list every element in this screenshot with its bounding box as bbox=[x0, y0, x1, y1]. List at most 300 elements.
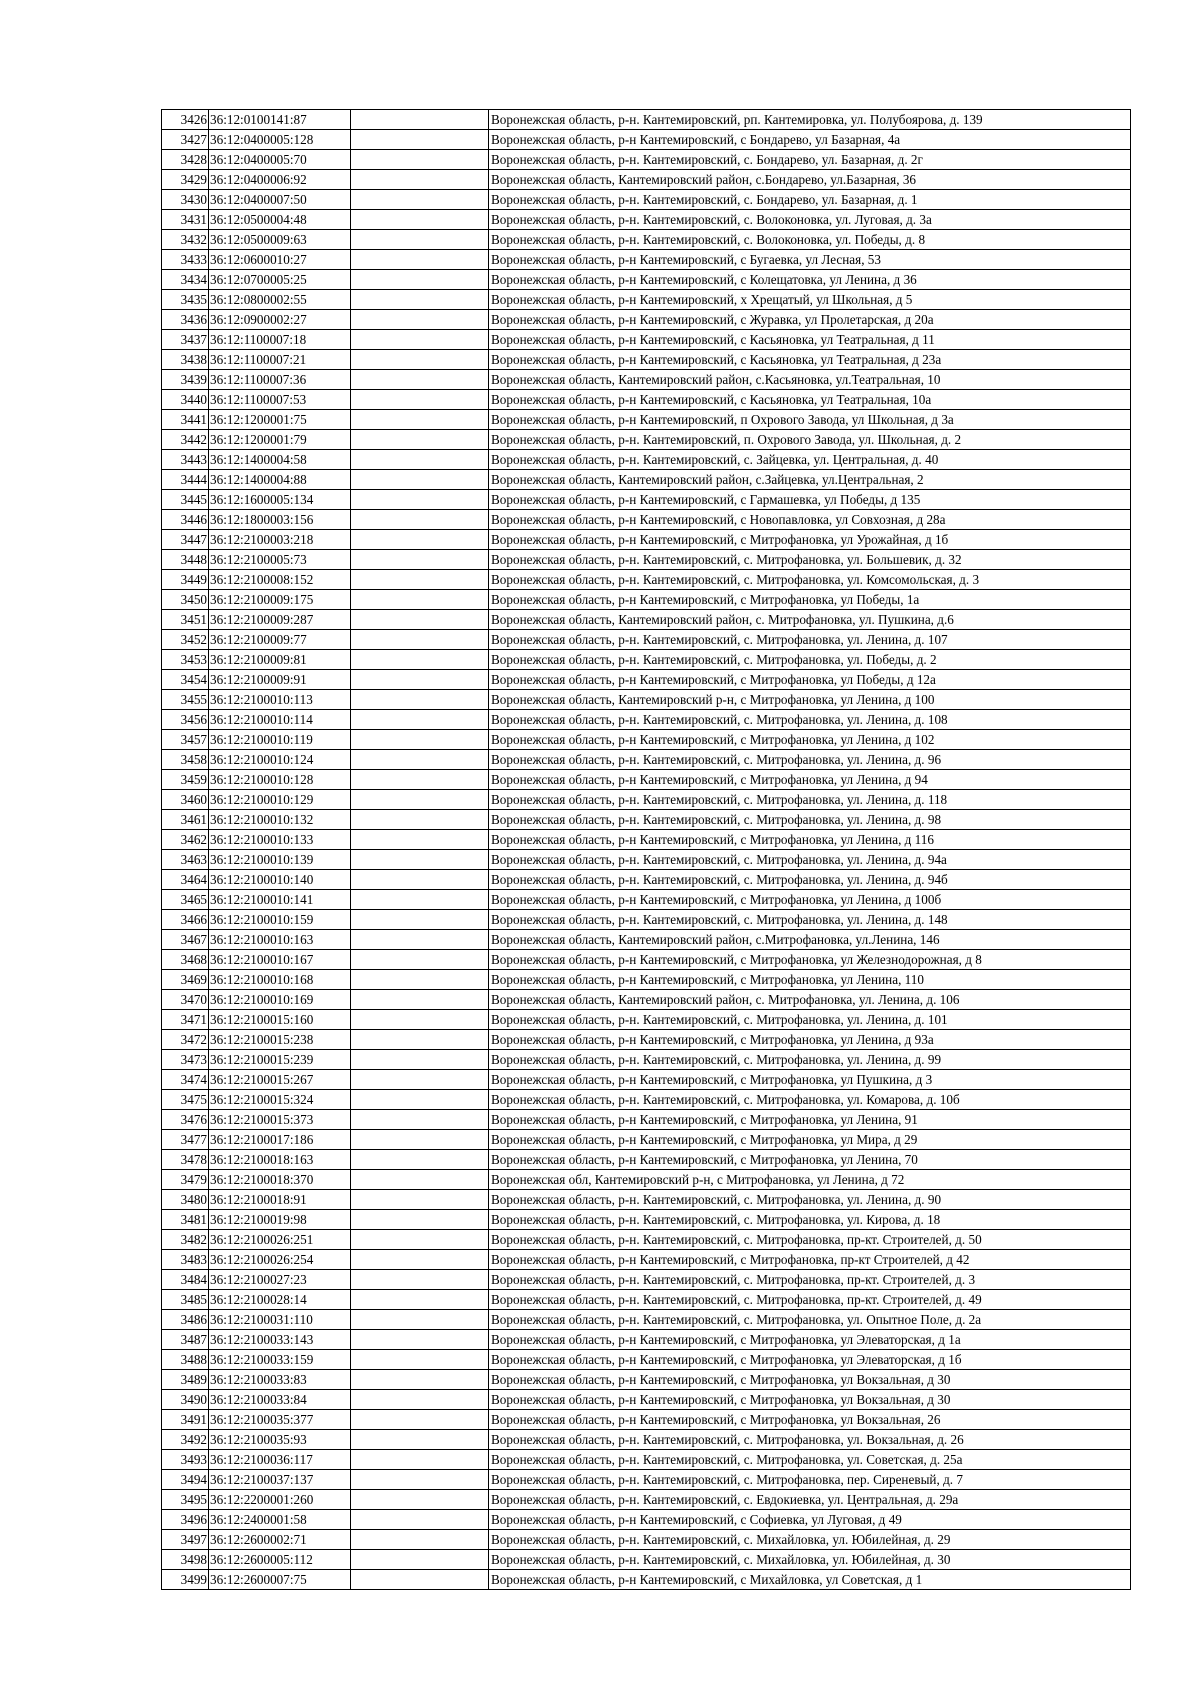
empty-cell bbox=[351, 890, 489, 910]
empty-cell bbox=[351, 450, 489, 470]
row-number-cell: 3439 bbox=[162, 370, 209, 390]
row-number-cell: 3470 bbox=[162, 990, 209, 1010]
address-cell: Воронежская область, р-н Кантемировский, с Касьяновка, ул Театральная, д 11 bbox=[489, 330, 1131, 350]
table-row bbox=[162, 1510, 1131, 1530]
empty-cell bbox=[351, 730, 489, 750]
empty-cell bbox=[351, 810, 489, 830]
table-row bbox=[162, 590, 1131, 610]
empty-cell bbox=[351, 910, 489, 930]
cadastral-number-cell: 36:12:2600007:75 bbox=[209, 1570, 351, 1590]
empty-cell bbox=[351, 250, 489, 270]
cadastral-number-cell: 36:12:1100007:53 bbox=[209, 390, 351, 410]
row-number-cell: 3468 bbox=[162, 950, 209, 970]
cadastral-number-cell: 36:12:2600005:112 bbox=[209, 1550, 351, 1570]
cadastral-number-cell: 36:12:2100028:14 bbox=[209, 1290, 351, 1310]
row-number-cell: 3430 bbox=[162, 190, 209, 210]
table-row bbox=[162, 1250, 1131, 1270]
cadastral-number-cell: 36:12:2100008:152 bbox=[209, 570, 351, 590]
row-number-cell: 3426 bbox=[162, 110, 209, 130]
empty-cell bbox=[351, 1550, 489, 1570]
address-cell: Воронежская область, р-н Кантемировский, с Митрофановка, ул Ленина, д 102 bbox=[489, 730, 1131, 750]
cadastral-number-cell: 36:12:2100031:110 bbox=[209, 1310, 351, 1330]
table-row bbox=[162, 370, 1131, 390]
address-cell: Воронежская область, р-н. Кантемировский, с. Бондарево, ул. Базарная, д. 2г bbox=[489, 150, 1131, 170]
table-row bbox=[162, 470, 1131, 490]
row-number-cell: 3433 bbox=[162, 250, 209, 270]
cadastral-number-cell: 36:12:2100009:81 bbox=[209, 650, 351, 670]
address-cell: Воронежская область, р-н Кантемировский, с Митрофановка, ул Пушкина, д 3 bbox=[489, 1070, 1131, 1090]
empty-cell bbox=[351, 390, 489, 410]
table-row bbox=[162, 210, 1131, 230]
empty-cell bbox=[351, 630, 489, 650]
empty-cell bbox=[351, 350, 489, 370]
empty-cell bbox=[351, 170, 489, 190]
cadastral-number-cell: 36:12:2100010:128 bbox=[209, 770, 351, 790]
cadastral-number-cell: 36:12:2100015:373 bbox=[209, 1110, 351, 1130]
cadastral-number-cell: 36:12:2100010:159 bbox=[209, 910, 351, 930]
table-row bbox=[162, 410, 1131, 430]
table-row bbox=[162, 850, 1131, 870]
address-cell: Воронежская область, р-н Кантемировский, с Митрофановка, пр-кт Строителей, д 42 bbox=[489, 1250, 1131, 1270]
row-number-cell: 3499 bbox=[162, 1570, 209, 1590]
table-row bbox=[162, 610, 1131, 630]
row-number-cell: 3466 bbox=[162, 910, 209, 930]
empty-cell bbox=[351, 970, 489, 990]
table-row bbox=[162, 1330, 1131, 1350]
cadastral-number-cell: 36:12:2100015:239 bbox=[209, 1050, 351, 1070]
row-number-cell: 3498 bbox=[162, 1550, 209, 1570]
row-number-cell: 3474 bbox=[162, 1070, 209, 1090]
address-cell: Воронежская область, Кантемировский район, с.Касьяновка, ул.Театральная, 10 bbox=[489, 370, 1131, 390]
table-row bbox=[162, 1090, 1131, 1110]
row-number-cell: 3476 bbox=[162, 1110, 209, 1130]
address-cell: Воронежская область, р-н. Кантемировский, с. Волоконовка, ул. Луговая, д. 3а bbox=[489, 210, 1131, 230]
address-cell: Воронежская область, р-н Кантемировский, с Гармашевка, ул Победы, д 135 bbox=[489, 490, 1131, 510]
address-cell: Воронежская область, р-н Кантемировский, с Митрофановка, ул Ленина, 110 bbox=[489, 970, 1131, 990]
row-number-cell: 3489 bbox=[162, 1370, 209, 1390]
address-cell: Воронежская область, р-н Кантемировский, с Митрофановка, ул Ленина, д 93а bbox=[489, 1030, 1131, 1050]
row-number-cell: 3483 bbox=[162, 1250, 209, 1270]
cadastral-number-cell: 36:12:0700005:25 bbox=[209, 270, 351, 290]
address-cell: Воронежская область, р-н Кантемировский, с Митрофановка, ул Ленина, д 100б bbox=[489, 890, 1131, 910]
cadastral-number-cell: 36:12:0900002:27 bbox=[209, 310, 351, 330]
address-cell: Воронежская область, р-н. Кантемировский, с. Митрофановка, ул. Победы, д. 2 bbox=[489, 650, 1131, 670]
row-number-cell: 3493 bbox=[162, 1450, 209, 1470]
cadastral-number-cell: 36:12:0400007:50 bbox=[209, 190, 351, 210]
table-row bbox=[162, 350, 1131, 370]
address-cell: Воронежская область, р-н. Кантемировский, с. Митрофановка, ул. Ленина, д. 101 bbox=[489, 1010, 1131, 1030]
row-number-cell: 3442 bbox=[162, 430, 209, 450]
table-row bbox=[162, 490, 1131, 510]
cadastral-number-cell: 36:12:0500004:48 bbox=[209, 210, 351, 230]
cadastral-number-cell: 36:12:2100035:93 bbox=[209, 1430, 351, 1450]
empty-cell bbox=[351, 150, 489, 170]
table-row bbox=[162, 1230, 1131, 1250]
cadastral-number-cell: 36:12:2100019:98 bbox=[209, 1210, 351, 1230]
empty-cell bbox=[351, 690, 489, 710]
table-row bbox=[162, 1210, 1131, 1230]
row-number-cell: 3487 bbox=[162, 1330, 209, 1350]
address-cell: Воронежская область, р-н Кантемировский, с Софиевка, ул Луговая, д 49 bbox=[489, 1510, 1131, 1530]
registry-table bbox=[161, 109, 1131, 1590]
empty-cell bbox=[351, 1090, 489, 1110]
empty-cell bbox=[351, 1450, 489, 1470]
address-cell: Воронежская область, р-н. Кантемировский, с. Зайцевка, ул. Центральная, д. 40 bbox=[489, 450, 1131, 470]
cadastral-number-cell: 36:12:1100007:21 bbox=[209, 350, 351, 370]
table-row bbox=[162, 510, 1131, 530]
empty-cell bbox=[351, 1250, 489, 1270]
table-row bbox=[162, 630, 1131, 650]
table-row bbox=[162, 770, 1131, 790]
row-number-cell: 3431 bbox=[162, 210, 209, 230]
row-number-cell: 3457 bbox=[162, 730, 209, 750]
table-row bbox=[162, 230, 1131, 250]
cadastral-number-cell: 36:12:2100018:163 bbox=[209, 1150, 351, 1170]
empty-cell bbox=[351, 930, 489, 950]
address-cell: Воронежская область, Кантемировский район, с. Митрофановка, ул. Ленина, д. 106 bbox=[489, 990, 1131, 1010]
table-row bbox=[162, 1070, 1131, 1090]
empty-cell bbox=[351, 1130, 489, 1150]
table-row bbox=[162, 1310, 1131, 1330]
table-row bbox=[162, 1050, 1131, 1070]
empty-cell bbox=[351, 550, 489, 570]
row-number-cell: 3446 bbox=[162, 510, 209, 530]
address-cell: Воронежская область, Кантемировский район, с.Зайцевка, ул.Центральная, 2 bbox=[489, 470, 1131, 490]
address-cell: Воронежская область, р-н Кантемировский, х Хрещатый, ул Школьная, д 5 bbox=[489, 290, 1131, 310]
address-cell: Воронежская область, р-н Кантемировский, с Митрофановка, ул Вокзальная, 26 bbox=[489, 1410, 1131, 1430]
table-row bbox=[162, 1410, 1131, 1430]
empty-cell bbox=[351, 1350, 489, 1370]
cadastral-number-cell: 36:12:2100027:23 bbox=[209, 1270, 351, 1290]
table-row bbox=[162, 870, 1131, 890]
address-cell: Воронежская обл, Кантемировский р-н, с Митрофановка, ул Ленина, д 72 bbox=[489, 1170, 1131, 1190]
cadastral-number-cell: 36:12:0800002:55 bbox=[209, 290, 351, 310]
address-cell: Воронежская область, р-н. Кантемировский, с. Митрофановка, ул. Ленина, д. 94а bbox=[489, 850, 1131, 870]
cadastral-number-cell: 36:12:2100033:143 bbox=[209, 1330, 351, 1350]
row-number-cell: 3460 bbox=[162, 790, 209, 810]
table-row bbox=[162, 1130, 1131, 1150]
row-number-cell: 3450 bbox=[162, 590, 209, 610]
table-row bbox=[162, 310, 1131, 330]
cadastral-number-cell: 36:12:0100141:87 bbox=[209, 110, 351, 130]
cadastral-number-cell: 36:12:2100010:141 bbox=[209, 890, 351, 910]
address-cell: Воронежская область, р-н. Кантемировский, с. Митрофановка, пер. Сиреневый, д. 7 bbox=[489, 1470, 1131, 1490]
row-number-cell: 3475 bbox=[162, 1090, 209, 1110]
row-number-cell: 3428 bbox=[162, 150, 209, 170]
table-row bbox=[162, 170, 1131, 190]
table-row bbox=[162, 1490, 1131, 1510]
row-number-cell: 3449 bbox=[162, 570, 209, 590]
row-number-cell: 3492 bbox=[162, 1430, 209, 1450]
empty-cell bbox=[351, 1050, 489, 1070]
empty-cell bbox=[351, 750, 489, 770]
empty-cell bbox=[351, 670, 489, 690]
empty-cell bbox=[351, 270, 489, 290]
table-row bbox=[162, 1110, 1131, 1130]
row-number-cell: 3488 bbox=[162, 1350, 209, 1370]
row-number-cell: 3486 bbox=[162, 1310, 209, 1330]
address-cell: Воронежская область, р-н. Кантемировский, с. Митрофановка, ул. Ленина, д. 94б bbox=[489, 870, 1131, 890]
row-number-cell: 3461 bbox=[162, 810, 209, 830]
address-cell: Воронежская область, р-н. Кантемировский, с. Митрофановка, ул. Комарова, д. 10б bbox=[489, 1090, 1131, 1110]
cadastral-number-cell: 36:12:1600005:134 bbox=[209, 490, 351, 510]
row-number-cell: 3485 bbox=[162, 1290, 209, 1310]
table-row bbox=[162, 1190, 1131, 1210]
cadastral-number-cell: 36:12:2100005:73 bbox=[209, 550, 351, 570]
empty-cell bbox=[351, 950, 489, 970]
table-row bbox=[162, 710, 1131, 730]
table-row bbox=[162, 1370, 1131, 1390]
cadastral-number-cell: 36:12:0400006:92 bbox=[209, 170, 351, 190]
address-cell: Воронежская область, Кантемировский район, с. Митрофановка, ул. Пушкина, д.6 bbox=[489, 610, 1131, 630]
cadastral-number-cell: 36:12:1400004:88 bbox=[209, 470, 351, 490]
cadastral-number-cell: 36:12:2100036:117 bbox=[209, 1450, 351, 1470]
cadastral-number-cell: 36:12:2100010:169 bbox=[209, 990, 351, 1010]
address-cell: Воронежская область, р-н. Кантемировский, с. Евдокиевка, ул. Центральная, д. 29а bbox=[489, 1490, 1131, 1510]
empty-cell bbox=[351, 1570, 489, 1590]
address-cell: Воронежская область, р-н. Кантемировский, с. Митрофановка, ул. Опытное Поле, д. 2а bbox=[489, 1310, 1131, 1330]
address-cell: Воронежская область, р-н Кантемировский, с Бугаевка, ул Лесная, 53 bbox=[489, 250, 1131, 270]
address-cell: Воронежская область, р-н Кантемировский, с Митрофановка, ул Мира, д 29 bbox=[489, 1130, 1131, 1150]
row-number-cell: 3454 bbox=[162, 670, 209, 690]
cadastral-number-cell: 36:12:1100007:36 bbox=[209, 370, 351, 390]
row-number-cell: 3432 bbox=[162, 230, 209, 250]
cadastral-number-cell: 36:12:2100009:77 bbox=[209, 630, 351, 650]
address-cell: Воронежская область, р-н Кантемировский, с Касьяновка, ул Театральная, д 23а bbox=[489, 350, 1131, 370]
row-number-cell: 3440 bbox=[162, 390, 209, 410]
table-row bbox=[162, 190, 1131, 210]
row-number-cell: 3479 bbox=[162, 1170, 209, 1190]
table-row bbox=[162, 1270, 1131, 1290]
empty-cell bbox=[351, 1410, 489, 1430]
table-row bbox=[162, 1570, 1131, 1590]
empty-cell bbox=[351, 1290, 489, 1310]
address-cell: Воронежская область, Кантемировский район, с.Бондарево, ул.Базарная, 36 bbox=[489, 170, 1131, 190]
address-cell: Воронежская область, р-н. Кантемировский, с. Бондарево, ул. Базарная, д. 1 bbox=[489, 190, 1131, 210]
row-number-cell: 3490 bbox=[162, 1390, 209, 1410]
empty-cell bbox=[351, 1070, 489, 1090]
empty-cell bbox=[351, 1270, 489, 1290]
row-number-cell: 3458 bbox=[162, 750, 209, 770]
table-row bbox=[162, 790, 1131, 810]
row-number-cell: 3478 bbox=[162, 1150, 209, 1170]
row-number-cell: 3448 bbox=[162, 550, 209, 570]
table-row bbox=[162, 1010, 1131, 1030]
cadastral-number-cell: 36:12:2100010:140 bbox=[209, 870, 351, 890]
cadastral-number-cell: 36:12:2100010:168 bbox=[209, 970, 351, 990]
registry-table-body bbox=[162, 110, 1131, 1590]
row-number-cell: 3441 bbox=[162, 410, 209, 430]
row-number-cell: 3456 bbox=[162, 710, 209, 730]
table-row bbox=[162, 970, 1131, 990]
table-row bbox=[162, 990, 1131, 1010]
address-cell: Воронежская область, р-н. Кантемировский, п. Охрового Завода, ул. Школьная, д. 2 bbox=[489, 430, 1131, 450]
table-row bbox=[162, 1170, 1131, 1190]
empty-cell bbox=[351, 1310, 489, 1330]
cadastral-number-cell: 36:12:2100037:137 bbox=[209, 1470, 351, 1490]
address-cell: Воронежская область, р-н Кантемировский, с Колещатовка, ул Ленина, д 36 bbox=[489, 270, 1131, 290]
empty-cell bbox=[351, 290, 489, 310]
table-row bbox=[162, 110, 1131, 130]
empty-cell bbox=[351, 430, 489, 450]
cadastral-number-cell: 36:12:2100010:139 bbox=[209, 850, 351, 870]
table-row bbox=[162, 810, 1131, 830]
cadastral-number-cell: 36:12:2100010:163 bbox=[209, 930, 351, 950]
row-number-cell: 3496 bbox=[162, 1510, 209, 1530]
cadastral-number-cell: 36:12:2100010:167 bbox=[209, 950, 351, 970]
cadastral-number-cell: 36:12:2100015:238 bbox=[209, 1030, 351, 1050]
address-cell: Воронежская область, р-н. Кантемировский, с. Митрофановка, пр-кт. Строителей, д. 50 bbox=[489, 1230, 1131, 1250]
cadastral-number-cell: 36:12:0500009:63 bbox=[209, 230, 351, 250]
table-row bbox=[162, 390, 1131, 410]
row-number-cell: 3465 bbox=[162, 890, 209, 910]
cadastral-number-cell: 36:12:2100018:370 bbox=[209, 1170, 351, 1190]
empty-cell bbox=[351, 590, 489, 610]
row-number-cell: 3471 bbox=[162, 1010, 209, 1030]
empty-cell bbox=[351, 1170, 489, 1190]
cadastral-number-cell: 36:12:2100026:254 bbox=[209, 1250, 351, 1270]
address-cell: Воронежская область, Кантемировский р-н, с Митрофановка, ул Ленина, д 100 bbox=[489, 690, 1131, 710]
row-number-cell: 3459 bbox=[162, 770, 209, 790]
cadastral-number-cell: 36:12:1400004:58 bbox=[209, 450, 351, 470]
cadastral-number-cell: 36:12:2100009:287 bbox=[209, 610, 351, 630]
row-number-cell: 3445 bbox=[162, 490, 209, 510]
cadastral-number-cell: 36:12:2100010:132 bbox=[209, 810, 351, 830]
cadastral-number-cell: 36:12:2200001:260 bbox=[209, 1490, 351, 1510]
address-cell: Воронежская область, р-н Кантемировский, с Митрофановка, ул Элеваторская, д 1а bbox=[489, 1330, 1131, 1350]
table-row bbox=[162, 530, 1131, 550]
empty-cell bbox=[351, 1030, 489, 1050]
empty-cell bbox=[351, 570, 489, 590]
table-row bbox=[162, 750, 1131, 770]
table-row bbox=[162, 1450, 1131, 1470]
table-row bbox=[162, 1150, 1131, 1170]
address-cell: Воронежская область, р-н Кантемировский, с Новопавловка, ул Совхозная, д 28а bbox=[489, 510, 1131, 530]
empty-cell bbox=[351, 1530, 489, 1550]
table-row bbox=[162, 1470, 1131, 1490]
row-number-cell: 3444 bbox=[162, 470, 209, 490]
row-number-cell: 3443 bbox=[162, 450, 209, 470]
cadastral-number-cell: 36:12:2100033:83 bbox=[209, 1370, 351, 1390]
table-row bbox=[162, 450, 1131, 470]
cadastral-number-cell: 36:12:2400001:58 bbox=[209, 1510, 351, 1530]
address-cell: Воронежская область, р-н Кантемировский, п Охрового Завода, ул Школьная, д 3а bbox=[489, 410, 1131, 430]
table-row bbox=[162, 1430, 1131, 1450]
empty-cell bbox=[351, 110, 489, 130]
row-number-cell: 3436 bbox=[162, 310, 209, 330]
table-row bbox=[162, 1550, 1131, 1570]
table-row bbox=[162, 690, 1131, 710]
table-row bbox=[162, 130, 1131, 150]
address-cell: Воронежская область, р-н. Кантемировский, с. Михайловка, ул. Юбилейная, д. 30 bbox=[489, 1550, 1131, 1570]
cadastral-number-cell: 36:12:2100010:124 bbox=[209, 750, 351, 770]
row-number-cell: 3453 bbox=[162, 650, 209, 670]
address-cell: Воронежская область, р-н Кантемировский, с Касьяновка, ул Театральная, 10а bbox=[489, 390, 1131, 410]
empty-cell bbox=[351, 1430, 489, 1450]
row-number-cell: 3484 bbox=[162, 1270, 209, 1290]
address-cell: Воронежская область, р-н. Кантемировский, с. Митрофановка, ул. Ленина, д. 90 bbox=[489, 1190, 1131, 1210]
empty-cell bbox=[351, 130, 489, 150]
table-row bbox=[162, 290, 1131, 310]
table-row bbox=[162, 730, 1131, 750]
row-number-cell: 3438 bbox=[162, 350, 209, 370]
empty-cell bbox=[351, 1210, 489, 1230]
table-row bbox=[162, 1530, 1131, 1550]
address-cell: Воронежская область, р-н Кантемировский, с Бондарево, ул Базарная, 4а bbox=[489, 130, 1131, 150]
empty-cell bbox=[351, 870, 489, 890]
row-number-cell: 3497 bbox=[162, 1530, 209, 1550]
empty-cell bbox=[351, 610, 489, 630]
empty-cell bbox=[351, 1010, 489, 1030]
row-number-cell: 3437 bbox=[162, 330, 209, 350]
empty-cell bbox=[351, 1330, 489, 1350]
address-cell: Воронежская область, р-н. Кантемировский, с. Митрофановка, пр-кт. Строителей, д. 49 bbox=[489, 1290, 1131, 1310]
cadastral-number-cell: 36:12:2100026:251 bbox=[209, 1230, 351, 1250]
table-row bbox=[162, 670, 1131, 690]
cadastral-number-cell: 36:12:2100003:218 bbox=[209, 530, 351, 550]
address-cell: Воронежская область, р-н. Кантемировский, с. Митрофановка, ул. Ленина, д. 108 bbox=[489, 710, 1131, 730]
table-row bbox=[162, 250, 1131, 270]
address-cell: Воронежская область, р-н Кантемировский, с Митрофановка, ул Элеваторская, д 1б bbox=[489, 1350, 1131, 1370]
row-number-cell: 3480 bbox=[162, 1190, 209, 1210]
address-cell: Воронежская область, р-н Кантемировский, с Митрофановка, ул Победы, 1а bbox=[489, 590, 1131, 610]
empty-cell bbox=[351, 1150, 489, 1170]
address-cell: Воронежская область, р-н. Кантемировский, с. Митрофановка, ул. Комсомольская, д. 3 bbox=[489, 570, 1131, 590]
empty-cell bbox=[351, 790, 489, 810]
cadastral-number-cell: 36:12:1100007:18 bbox=[209, 330, 351, 350]
cadastral-number-cell: 36:12:2100033:159 bbox=[209, 1350, 351, 1370]
row-number-cell: 3473 bbox=[162, 1050, 209, 1070]
empty-cell bbox=[351, 1470, 489, 1490]
row-number-cell: 3491 bbox=[162, 1410, 209, 1430]
empty-cell bbox=[351, 410, 489, 430]
empty-cell bbox=[351, 190, 489, 210]
empty-cell bbox=[351, 1510, 489, 1530]
table-row bbox=[162, 1030, 1131, 1050]
row-number-cell: 3452 bbox=[162, 630, 209, 650]
address-cell: Воронежская область, р-н. Кантемировский, с. Михайловка, ул. Юбилейная, д. 29 bbox=[489, 1530, 1131, 1550]
cadastral-number-cell: 36:12:2600002:71 bbox=[209, 1530, 351, 1550]
cadastral-number-cell: 36:12:2100010:113 bbox=[209, 690, 351, 710]
row-number-cell: 3463 bbox=[162, 850, 209, 870]
cadastral-number-cell: 36:12:2100035:377 bbox=[209, 1410, 351, 1430]
cadastral-number-cell: 36:12:2100015:160 bbox=[209, 1010, 351, 1030]
cadastral-number-cell: 36:12:0600010:27 bbox=[209, 250, 351, 270]
empty-cell bbox=[351, 770, 489, 790]
address-cell: Воронежская область, р-н. Кантемировский, с. Митрофановка, ул. Советская, д. 25а bbox=[489, 1450, 1131, 1470]
empty-cell bbox=[351, 330, 489, 350]
cadastral-number-cell: 36:12:2100010:119 bbox=[209, 730, 351, 750]
row-number-cell: 3481 bbox=[162, 1210, 209, 1230]
row-number-cell: 3455 bbox=[162, 690, 209, 710]
cadastral-number-cell: 36:12:1200001:79 bbox=[209, 430, 351, 450]
empty-cell bbox=[351, 210, 489, 230]
empty-cell bbox=[351, 1110, 489, 1130]
row-number-cell: 3472 bbox=[162, 1030, 209, 1050]
address-cell: Воронежская область, р-н Кантемировский, с Митрофановка, ул Вокзальная, д 30 bbox=[489, 1370, 1131, 1390]
address-cell: Воронежская область, р-н Кантемировский, с Михайловка, ул Советская, д 1 bbox=[489, 1570, 1131, 1590]
empty-cell bbox=[351, 990, 489, 1010]
table-row bbox=[162, 830, 1131, 850]
empty-cell bbox=[351, 470, 489, 490]
table-row bbox=[162, 570, 1131, 590]
address-cell: Воронежская область, р-н Кантемировский, с Митрофановка, ул Ленина, д 94 bbox=[489, 770, 1131, 790]
cadastral-number-cell: 36:12:2100018:91 bbox=[209, 1190, 351, 1210]
address-cell: Воронежская область, р-н. Кантемировский, с. Митрофановка, ул. Вокзальная, д. 26 bbox=[489, 1430, 1131, 1450]
address-cell: Воронежская область, р-н Кантемировский, с Митрофановка, ул Железнодорожная, д 8 bbox=[489, 950, 1131, 970]
empty-cell bbox=[351, 230, 489, 250]
cadastral-number-cell: 36:12:2100015:324 bbox=[209, 1090, 351, 1110]
